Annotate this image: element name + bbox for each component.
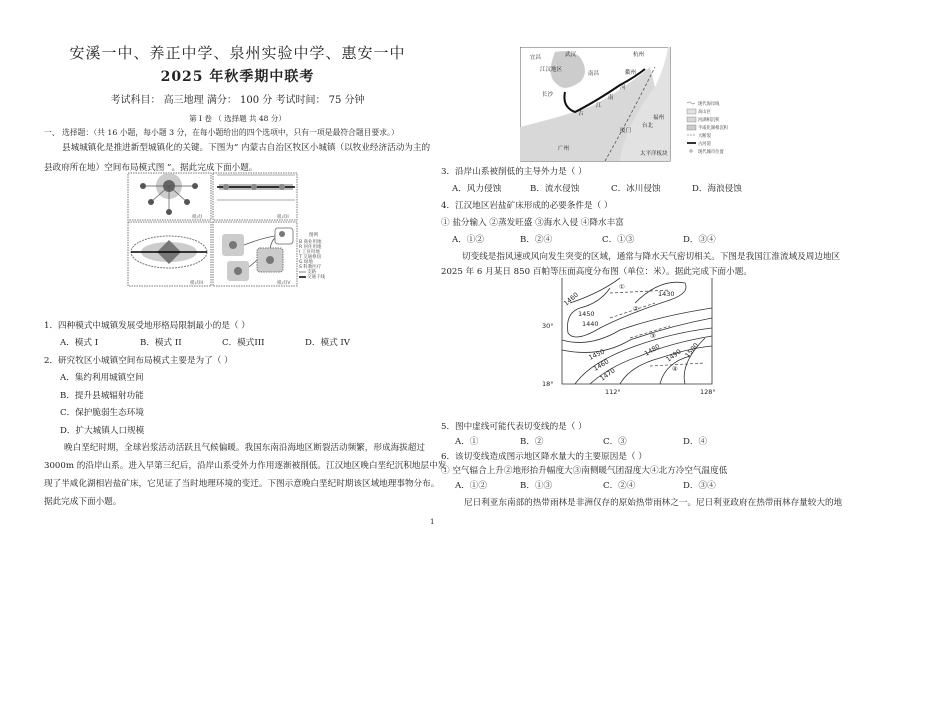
section-heading: 一、 选择题：（共 16 小题，每小题 3 分，在每小题给出的四个选项中，只有一项是最符合题目要求。）	[44, 128, 399, 137]
figure-850hpa-height-map	[540, 278, 730, 398]
q6-stem: ① 空气辐合上升②地形抬升幅度大③南侧暖气团湿度大④北方冷空气温度低	[441, 466, 728, 476]
svg-text:高山区: 高山区	[698, 110, 711, 115]
svg-text:古河道: 古河道	[698, 142, 711, 147]
q2-option-d: D．扩大城镇人口规模	[60, 426, 145, 436]
svg-text:B 商业用地: B 商业用地	[299, 240, 322, 245]
q6-options: A．①② B．①③ C．②④ D．③④	[455, 481, 716, 491]
passage-line: 据此完成下面小题。	[44, 497, 122, 507]
question-2: 2．研究牧区小城镇空间布局模式主要是为了（ ）	[44, 356, 233, 366]
question-3: 3．沿岸山系被削低的主导外力是（ ）	[441, 167, 587, 177]
svg-text:宜昌: 宜昌	[530, 55, 542, 61]
svg-text:杭州: 杭州	[633, 52, 645, 58]
svg-text:1490: 1490	[664, 347, 683, 364]
passage-line: 切变线是指风速或风向发生突变的区域，通常与降水天气密切相关。下图是我国江淮流域及周边地区	[462, 252, 841, 262]
svg-text:河: 河	[620, 85, 626, 91]
passage-line: 2025 年 6 月某日 850 百帕等压面高度分布图（单位：米）。据此完成下面小题。	[441, 267, 752, 277]
svg-text:南: 南	[608, 95, 614, 101]
q2-option-b: B．提升县城辐射功能	[60, 391, 144, 401]
svg-text:现代海岸线: 现代海岸线	[698, 102, 720, 107]
svg-text:台北: 台北	[642, 123, 654, 129]
figure-town-layout-modes	[127, 172, 327, 288]
svg-text:①: ①	[619, 283, 625, 291]
question-5: 5．图中虚线可能代表切变线的是（ ）	[441, 422, 587, 432]
q1-options: A．模式 I B．模式 II C．模式III D．模式 IV	[60, 338, 351, 348]
question-4: 4．江汉地区岩盐矿床形成的必要条件是（ ）	[441, 201, 613, 211]
svg-text:1430: 1430	[658, 290, 675, 298]
passage-line: 现了半咸化湖相岩盐矿床，它见证了当时地理环境的变迁。下图示意晚白垩纪时期该区域地理事物分布。	[44, 479, 440, 489]
svg-text:30°: 30°	[542, 322, 554, 330]
volume-heading: 第 I 卷 （ 选择题 共 48 分）	[189, 114, 286, 123]
q2-option-a: A．集约利用城镇空间	[60, 373, 144, 383]
svg-text:交通干线: 交通干线	[307, 275, 325, 280]
svg-text:112°: 112°	[605, 388, 621, 396]
svg-text:河湖相沉积: 河湖相沉积	[698, 118, 720, 123]
question-6: 6．该切变线造成图示地区降水量大的主要原因是（ ）	[441, 452, 647, 462]
svg-text:G 绿地: G 绿地	[299, 260, 313, 265]
svg-text:支路: 支路	[307, 270, 316, 275]
q5-options: A．① B．② C．③ D．④	[455, 437, 708, 447]
svg-text:江: 江	[596, 103, 602, 109]
svg-text:1500: 1500	[683, 341, 701, 360]
passage-line: 晚白垩纪时期，全球岩浆活动活跃且气候偏暖。我国东南沿海地区断裂活动频繁，形成海拔超过	[64, 443, 425, 453]
svg-text:1480: 1480	[643, 342, 662, 358]
svg-text:1460: 1460	[592, 357, 611, 373]
q4-options: A．①② B．②④ C．①③ D．③④	[452, 235, 716, 245]
svg-text:R 居住用地: R 居住用地	[299, 245, 322, 250]
svg-text:图例: 图例	[309, 233, 318, 238]
figure-late-cretaceous-map	[520, 47, 755, 162]
svg-text:④: ④	[672, 365, 678, 373]
exam-title: 2025 年秋季期中联考	[160, 69, 315, 85]
svg-text:1460: 1460	[562, 290, 580, 308]
svg-text:衢州: 衢州	[625, 70, 637, 76]
question-1: 1．四种模式中城镇发展受地形格局限制最小的是（ ）	[44, 321, 250, 331]
passage-line: 3000m 的沿岸山系。进入早第三纪后，沿岸山系受外力作用逐渐被削低。江汉地区晚白垩纪沉积地层中发	[44, 461, 447, 471]
svg-text:③: ③	[650, 332, 656, 340]
svg-text:大断裂: 大断裂	[698, 134, 711, 139]
svg-text:模式II: 模式II	[277, 215, 289, 220]
svg-text:福州: 福州	[653, 115, 665, 121]
svg-text:模式III: 模式III	[190, 281, 203, 286]
svg-text:太平洋板块: 太平洋板块	[640, 151, 668, 157]
svg-text:厦门: 厦门	[620, 128, 632, 134]
svg-text:S 科教医疗: S 科教医疗	[299, 265, 322, 270]
svg-text:18°: 18°	[542, 380, 554, 388]
svg-text:T 交通枢纽: T 交通枢纽	[299, 255, 322, 260]
svg-text:现代城市位置: 现代城市位置	[698, 150, 724, 155]
svg-text:128°: 128°	[700, 388, 716, 396]
svg-text:广州: 广州	[558, 146, 570, 152]
mode-label: 模式I	[192, 215, 203, 220]
svg-text:1450: 1450	[578, 310, 595, 318]
svg-text:1450: 1450	[587, 347, 606, 362]
svg-text:半咸化湖相沉积: 半咸化湖相沉积	[698, 126, 729, 131]
passage-line: 县政府所在地）空间布局模式图 ”。据此完成下面小题。	[44, 163, 258, 173]
svg-text:南昌: 南昌	[588, 71, 600, 77]
q3-options: A．风力侵蚀 B．流水侵蚀 C．冰川侵蚀 D．海浪侵蚀	[452, 184, 742, 194]
page-number: 1	[430, 518, 435, 526]
passage-line: 尼日利亚东南部的热带雨林是非洲仅存的原始热带雨林之一。尼日利亚政府在热带雨林存量较大的地	[464, 498, 843, 508]
svg-text:1440: 1440	[582, 320, 599, 328]
svg-text:江汉地区: 江汉地区	[540, 67, 563, 73]
passage-line: 县城城镇化是推进新型城镇化的关键。下图为“ 内蒙古自治区牧区小城镇（以牧业经济活动为主的	[62, 143, 431, 153]
school-names: 安溪一中、养正中学、泉州实验中学、惠安一中	[69, 44, 406, 62]
svg-text:古: 古	[578, 111, 584, 117]
svg-text:武汉: 武汉	[565, 52, 577, 58]
svg-text:1470: 1470	[598, 366, 617, 383]
svg-text:模式IV: 模式IV	[277, 281, 291, 286]
svg-text:长沙: 长沙	[542, 92, 554, 98]
svg-text:I 工业用地: I 工业用地	[299, 250, 320, 255]
exam-info: 考试科目： 高三地理 满分： 100 分 考试时间： 75 分钟	[110, 95, 365, 106]
svg-text:②: ②	[633, 305, 639, 313]
q4-stem: ① 盐分输入 ②蒸发旺盛 ③海水入侵 ④降水丰富	[441, 218, 624, 228]
q2-option-c: C．保护脆弱生态环境	[60, 408, 144, 418]
